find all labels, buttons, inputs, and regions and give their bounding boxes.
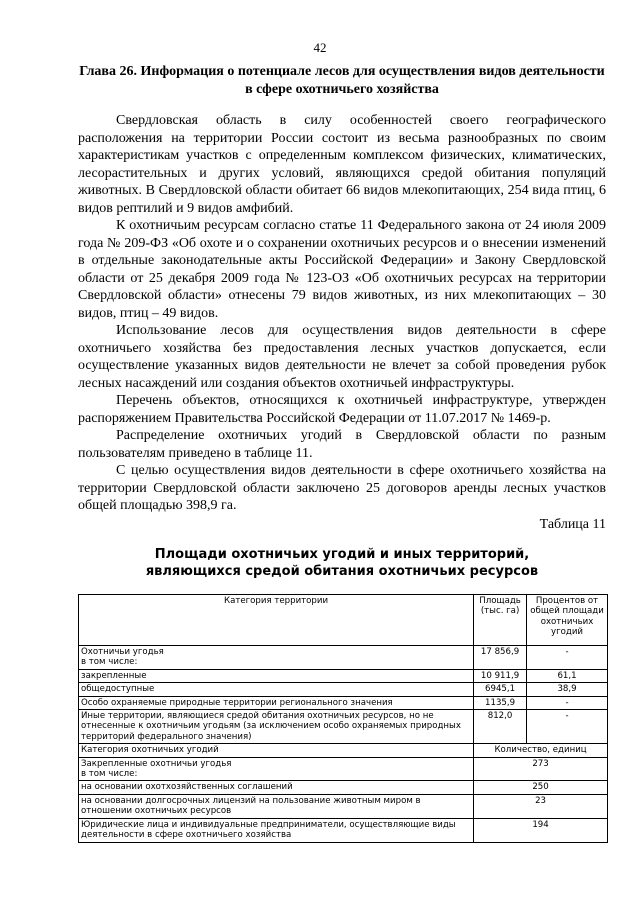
table-label: Таблица 11	[539, 516, 606, 532]
row-area: 10 911,9	[474, 669, 527, 682]
table-row	[79, 794, 608, 818]
row-area: 6945,1	[474, 683, 527, 696]
subheader-category: Категория охотничьих угодий	[79, 744, 474, 757]
table-row	[79, 818, 608, 842]
row-category: Охотничьи угодья в том числе:	[79, 646, 474, 670]
row-percent: -	[527, 646, 608, 670]
paragraph: Использование лесов для осуществления видов деятельности в сфере охотничьего хозяйства без предоставления лесных участков допускается, если осуществление указанных видов деятельности не влечет за собой проведения рубок лесных насаждений или создания объектов охотничьей инфраструктуры.	[78, 323, 606, 391]
table-row	[79, 696, 608, 709]
page-number: 42	[313, 40, 327, 55]
subheader-count: Количество, единиц	[474, 744, 608, 757]
chapter-title: Глава 26. Информация о потенциале лесов для осуществления видов деятельности в сфере охотничьего хозяйства	[79, 64, 605, 97]
paragraph: Распределение охотничьих угодий в Свердловской области по разным пользователям приведено в таблице 11.	[78, 428, 606, 461]
header-category: Категория территории	[79, 595, 474, 646]
row-category: общедоступные	[79, 683, 474, 696]
row-category: закрепленные	[79, 669, 474, 682]
row-percent: -	[527, 696, 608, 709]
row-area: 812,0	[474, 710, 527, 744]
paragraph: С целью осуществления видов деятельности в сфере охотничьего хозяйства на территории Свердловской области заключено 25 договоров аренды лесных участков общей площадью 398,9 га.	[78, 463, 606, 513]
paragraph: Перечень объектов, относящихся к охотничьей инфраструктуре, утвержден распоряжением Правительства Российской Федерации от 11.07.2017 № 1469-р.	[78, 393, 606, 426]
table-row	[79, 781, 608, 794]
row-percent: -	[527, 710, 608, 744]
header-area: Площадь (тыс. га)	[474, 595, 527, 646]
row-area: 1135,9	[474, 696, 527, 709]
header-percent: Процентов от общей площади охотничьих угодий	[527, 595, 608, 646]
paragraph: К охотничьим ресурсам согласно статье 11 Федерального закона от 24 июля 2009 года № 209-ФЗ «Об охоте и о сохранении охотничьих ресурсов и о внесении изменений в отдельные законодательные акты Российской Федерации» и Закону Свердловской области от 25 декабря 2009 года № 123-ОЗ «Об охотничьих ресурсах на территории Свердловской области» отнесены 79 видов животных, из них млекопитающих – 30 видов, птиц – 49 видов.	[78, 218, 606, 321]
row-category: Иные территории, являющиеся средой обитания охотничьих ресурсов, но не отнесенные к охотничьим угодьям (за исключением особо охраняемых природных территорий федерального значения)	[79, 710, 474, 744]
row-category: Закрепленные охотничьи угодья в том числе:	[79, 757, 474, 781]
row-category: Юридические лица и индивидуальные предприниматели, осуществляющие виды деятельности в сфере охотничьего хозяйства	[79, 818, 474, 842]
table-row	[79, 683, 608, 696]
row-count: 23	[474, 794, 608, 818]
hunting-lands-table	[78, 594, 608, 843]
table-header-row	[79, 595, 608, 646]
row-percent: 61,1	[527, 669, 608, 682]
row-percent: 38,9	[527, 683, 608, 696]
paragraph: Свердловская область в силу особенностей своего географического расположения на территории России состоит из весьма разнообразных по своим характеристикам участков с определенным комплексом физических, климатических, лесорастительных и других условий, являющихся средой обитания популяций животных. В Свердловской области обитает 66 видов млекопитающих, 254 вида птиц, 6 видов рептилий и 9 видов амфибий.	[78, 113, 606, 216]
table-row	[79, 710, 608, 744]
row-count: 194	[474, 818, 608, 842]
table-row	[79, 757, 608, 781]
row-category: Особо охраняемые природные территории регионального значения	[79, 696, 474, 709]
row-count: 250	[474, 781, 608, 794]
body-text	[78, 112, 606, 533]
row-area: 17 856,9	[474, 646, 527, 670]
table-caption: Площади охотничьих угодий и иных территорий, являющихся средой обитания охотничьих ресурсов	[145, 547, 539, 579]
table-subheader-row	[79, 744, 608, 757]
table-row	[79, 669, 608, 682]
row-category: на основании долгосрочных лицензий на пользование животным миром в отношении охотничьих ресурсов	[79, 794, 474, 818]
row-count: 273	[474, 757, 608, 781]
table-row	[79, 646, 608, 670]
row-category: на основании охотхозяйственных соглашений	[79, 781, 474, 794]
